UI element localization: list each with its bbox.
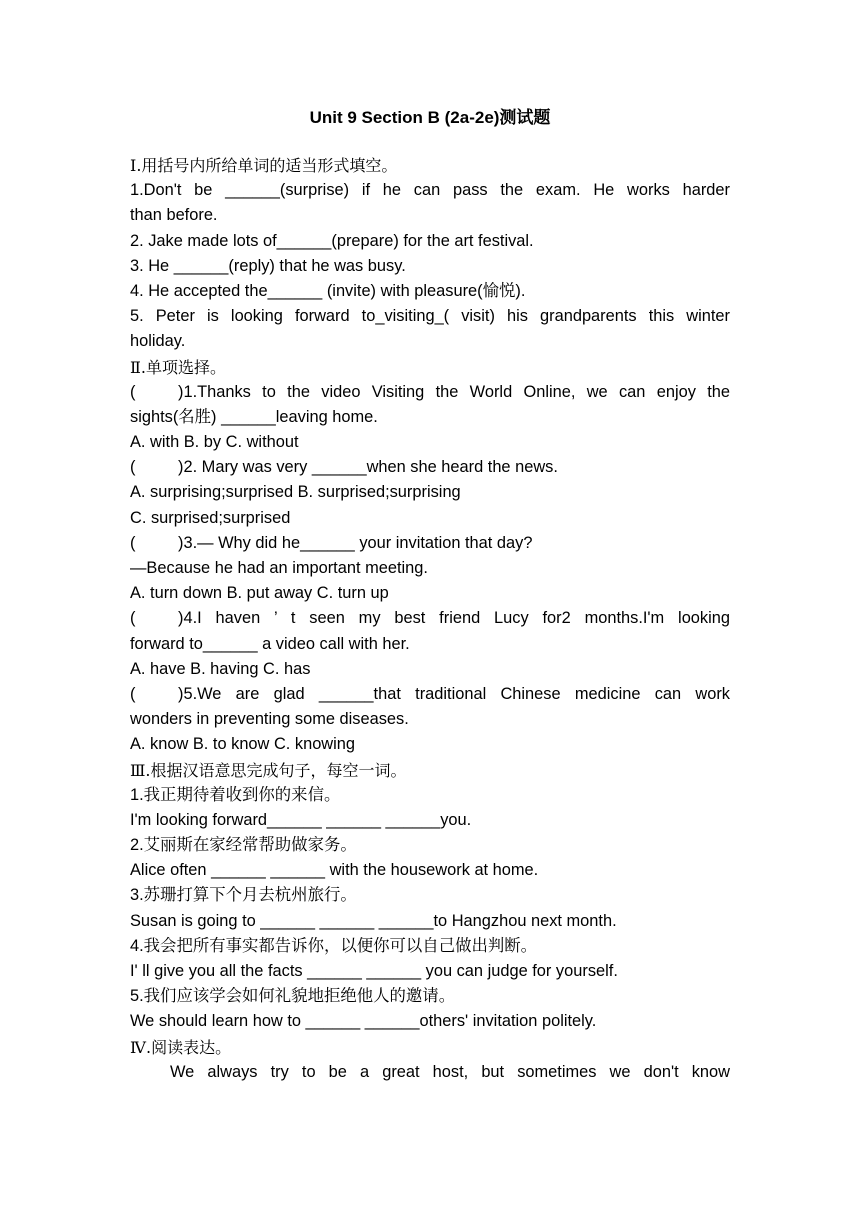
document-line: A. know B. to know C. knowing [130, 735, 356, 754]
question-text: )5.We are glad ______that traditional Chinese medicine can work [178, 684, 730, 703]
document-line: 3.苏珊打算下个月去杭州旅行。 [130, 886, 357, 905]
document-line: A. with B. by C. without [130, 433, 299, 452]
document-line: 2.艾丽斯在家经常帮助做家务。 [130, 836, 357, 855]
document-line: —Because he had an important meeting. [130, 559, 428, 577]
answer-paren: ( [130, 382, 136, 401]
document-line [130, 606, 730, 631]
document-line: 3. He ______(reply) that he was busy. [130, 256, 406, 275]
document-line: A. have B. having C. has [130, 659, 311, 678]
document-line: 4. He accepted the______ (invite) with pleasure(愉悦). [130, 281, 526, 300]
document-line: forward to______ a video call with her. [130, 634, 410, 653]
page-title: Unit 9 Section B (2a-2e)测试题 [309, 108, 551, 127]
document-line [130, 682, 730, 707]
document-line: 1.Don't be ______(surprise) if he can pass the exam. He works harder [130, 181, 730, 200]
document-line: I' ll give you all the facts ______ ______ you can judge for yourself. [130, 962, 618, 980]
document-line: 5. Peter is looking forward to_visiting_( visit) his grandparents this winter [130, 307, 730, 326]
document-line: Alice often ______ ______ with the housework at home. [130, 861, 539, 880]
document-line: A. surprising;surprised B. surprised;surprising [130, 483, 461, 502]
document-line: Susan is going to ______ ______ ______to Hangzhou next month. [130, 911, 617, 930]
document-line [130, 531, 730, 556]
document-line: We always try to be a great host, but sometimes we don't know [170, 1062, 730, 1081]
document-line [130, 455, 730, 480]
answer-paren: ( [130, 609, 136, 628]
section-heading: Ⅲ.根据汉语意思完成句子，每空一词。 [130, 760, 407, 780]
document-line: We should learn how to ______ ______others' invitation politely. [130, 1012, 597, 1031]
document-line: 2. Jake made lots of______(prepare) for the art festival. [130, 231, 534, 250]
document-line: sights(名胜) ______leaving home. [130, 407, 378, 426]
section-heading: Ⅱ.单项选择。 [130, 357, 226, 377]
question-text: )2. Mary was very ______when she heard the news. [178, 458, 558, 477]
answer-paren: ( [130, 458, 136, 477]
document-line: holiday. [130, 332, 186, 351]
question-text: )3.— Why did he______ your invitation that day? [178, 533, 533, 552]
document-line: 1.我正期待着收到你的来信。 [130, 785, 341, 804]
question-text: )1.Thanks to the video Visiting the World Online, we can enjoy the [178, 382, 730, 401]
document-line [130, 380, 730, 405]
answer-paren: ( [130, 533, 136, 552]
document-body [130, 153, 730, 1085]
document-line: 5.我们应该学会如何礼貌地拒绝他人的邀请。 [130, 987, 456, 1006]
document-line: I'm looking forward______ ______ ______you. [130, 810, 472, 829]
section-heading: Ⅳ.阅读表达。 [130, 1037, 232, 1057]
document-line: C. surprised;surprised [130, 508, 291, 527]
section-heading: Ⅰ.用括号内所给单词的适当形式填空。 [130, 156, 398, 175]
answer-paren: ( [130, 684, 136, 703]
document-line: 4.我会把所有事实都告诉你，以便你可以自己做出判断。 [130, 936, 538, 955]
document-line: than before. [130, 206, 218, 225]
document-line: A. turn down B. put away C. turn up [130, 584, 389, 603]
document-line: wonders in preventing some diseases. [130, 710, 409, 729]
question-text: )4.I haven ’ t seen my best friend Lucy for2 months.I'm looking [178, 609, 730, 628]
